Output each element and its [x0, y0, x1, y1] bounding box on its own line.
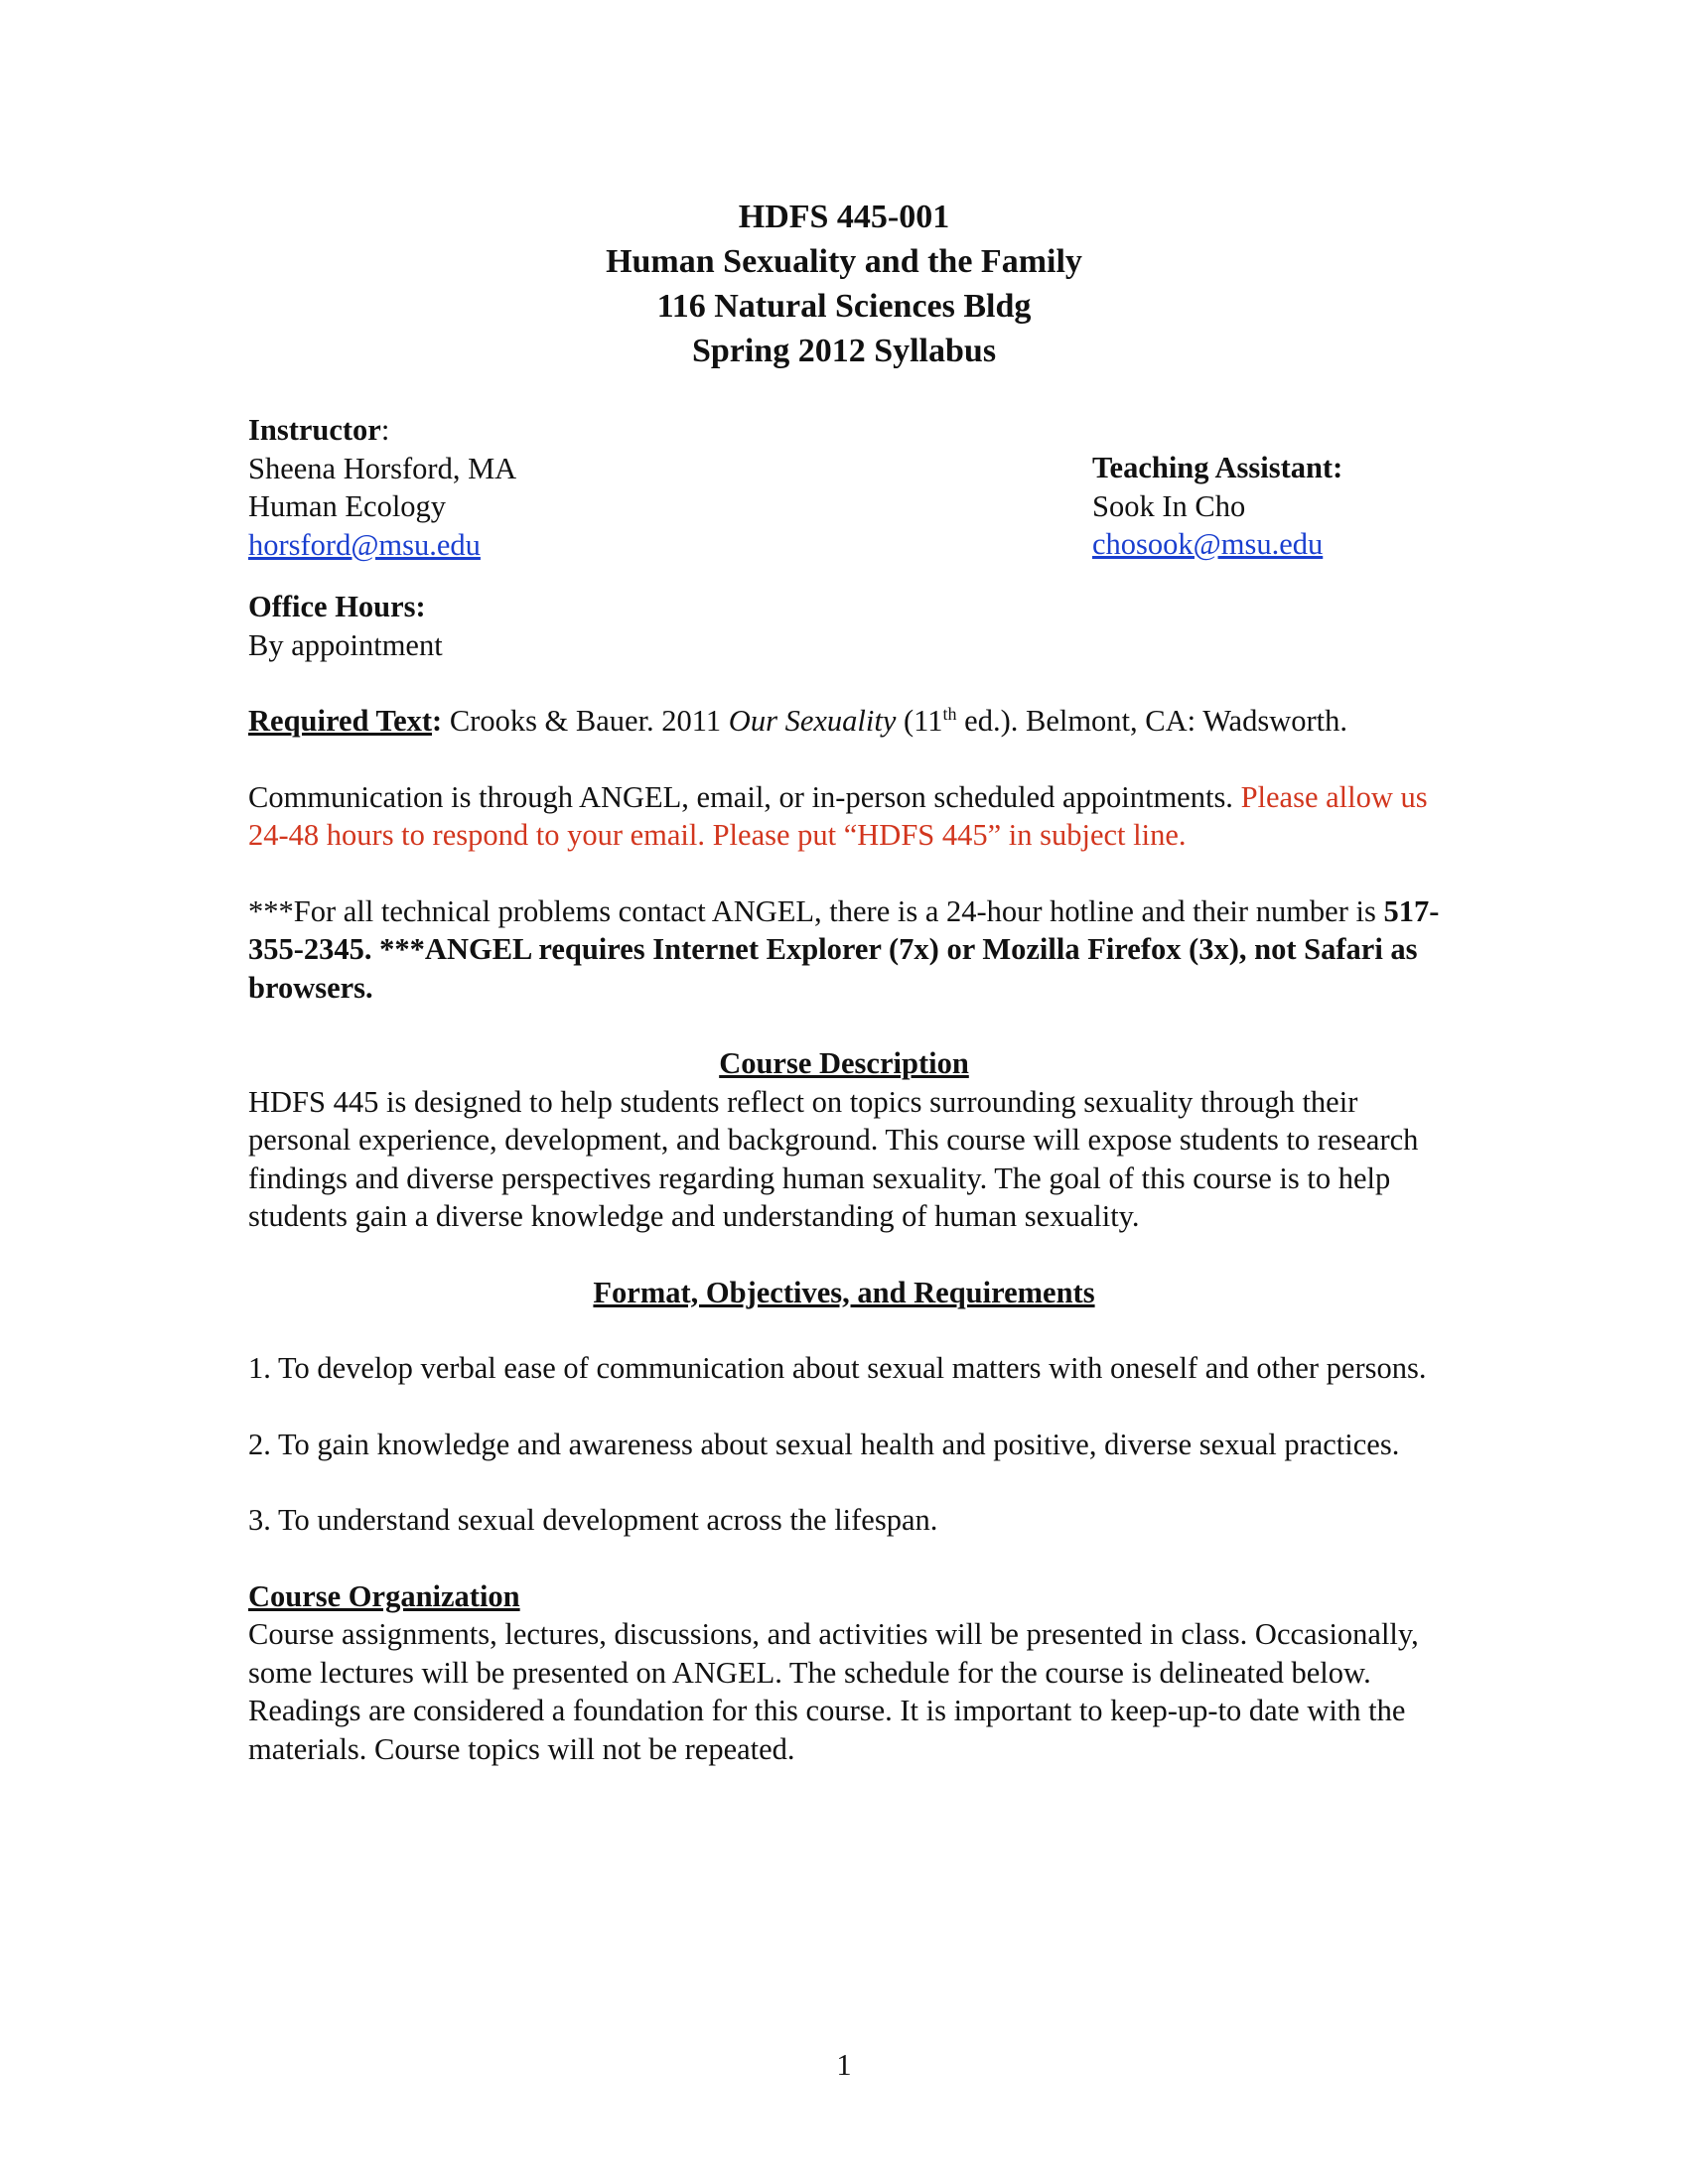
- required-text-section: [248, 702, 1440, 741]
- instructor-name: Sheena Horsford, MA: [248, 451, 517, 485]
- required-text-book-title: Our Sexuality: [728, 704, 897, 738]
- objectives-heading: Format, Objectives, and Requirements: [593, 1275, 1095, 1309]
- ta-email-link[interactable]: chosook@msu.edu: [1092, 527, 1324, 561]
- course-title: Human Sexuality and the Family: [606, 243, 1082, 280]
- tech-support-browser-note: ***ANGEL requires Internet Explorer (7x) or Mozilla Firefox (3x), not Safari as browsers.: [248, 932, 1418, 1005]
- communication-highlight: Please allow us 24-48 hours to respond to your email. Please put “HDFS 445” in subject line.: [248, 779, 1428, 852]
- course-term: Spring 2012 Syllabus: [691, 333, 997, 369]
- course-description-body: HDFS 445 is designed to help students reflect on topics surrounding sexuality through their personal experience, development, and background. This course will expose students to research findings and diverse perspectives regarding human sexuality. The goal of this course is to help students gain a diverse knowledge and understanding of human sexuality.: [248, 1084, 1419, 1233]
- course-organization-heading: Course Organization: [248, 1578, 520, 1613]
- office-hours-label: Office Hours:: [248, 590, 426, 623]
- objectives-section: [248, 1274, 1440, 1540]
- office-hours-value: By appointment: [248, 627, 443, 662]
- course-description-section: [248, 1044, 1440, 1236]
- required-text-edition-post: ed.). Belmont, CA: Wadsworth.: [956, 704, 1347, 738]
- ta-name: Sook In Cho: [1092, 488, 1246, 523]
- instructor-department: Human Ecology: [248, 489, 447, 523]
- page-content: [248, 195, 1440, 1768]
- instructor-email-link[interactable]: horsford@msu.edu: [248, 527, 481, 562]
- page-number: 1: [836, 2048, 852, 2082]
- tech-support-text: ***For all technical problems contact ANGEL, there is a 24-hour hotline and their number is: [248, 893, 1384, 928]
- instructor-heading: [248, 411, 804, 450]
- instructor-info: [248, 411, 804, 564]
- tech-support-phone: 517-355-2345.: [248, 893, 1440, 966]
- instructor-label-colon: :: [380, 413, 390, 447]
- objective-item: 3. To understand sexual development across the lifespan.: [248, 1503, 938, 1537]
- ta-label: Teaching Assistant:: [1092, 451, 1343, 484]
- communication-text: Communication is through ANGEL, email, or in-person scheduled appointments.: [248, 779, 1241, 814]
- required-text-colon: :: [432, 704, 443, 738]
- required-text-label: Required Text: [248, 704, 433, 738]
- tech-support-section: [248, 892, 1440, 1008]
- contacts-section: [248, 411, 1440, 562]
- course-description-heading: Course Description: [719, 1046, 969, 1080]
- required-text-edition-sup: th: [942, 703, 957, 724]
- course-code: HDFS 445-001: [738, 199, 950, 235]
- title-block: [248, 195, 1440, 373]
- ta-info: [1092, 449, 1440, 564]
- course-organization-section: [248, 1577, 1440, 1769]
- required-text-edition-pre: (11: [896, 704, 943, 738]
- office-hours-section: [248, 588, 1440, 664]
- communication-section: [248, 778, 1440, 855]
- course-location: 116 Natural Sciences Bldg: [656, 288, 1032, 325]
- course-organization-body: Course assignments, lectures, discussions, and activities will be presented in class. Occasionally, some lectures will be presented on ANGEL. The schedule for the course is delineated below. Readings are considered a foundation for this course. It is important to keep-up-to date with the materials. Course topics will not be repeated.: [248, 1617, 1419, 1766]
- required-text-authors: Crooks & Bauer. 2011: [442, 704, 729, 738]
- objective-item: 2. To gain knowledge and awareness about sexual health and positive, diverse sexual practices.: [248, 1427, 1400, 1461]
- instructor-label: Instructor: [248, 413, 381, 447]
- objective-item: 1. To develop verbal ease of communication about sexual matters with oneself and other persons.: [248, 1351, 1427, 1385]
